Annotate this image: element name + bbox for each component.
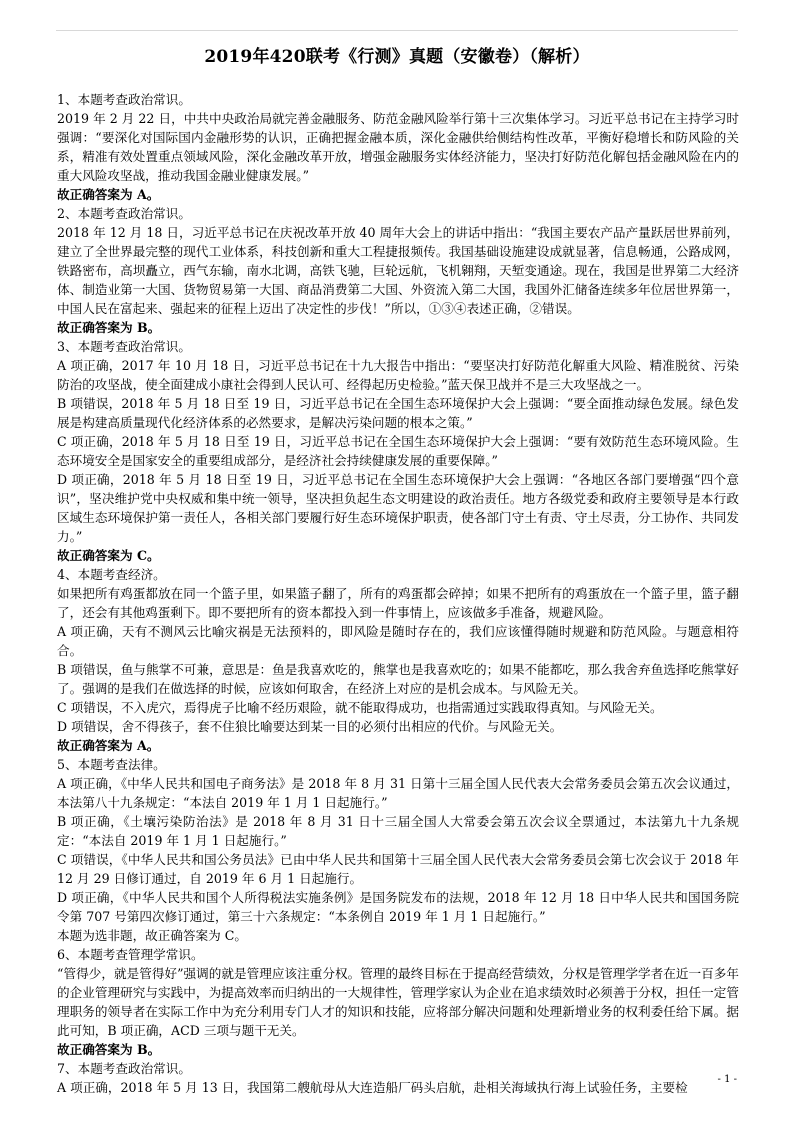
paragraph: 4、本题考查经济。 [57,567,166,582]
paragraph: 如果把所有鸡蛋都放在同一个篮子里，如果篮子翻了，所有的鸡蛋都会碎掉；如果不把所有的鸡蛋放在一个篮子里，篮子翻了，还会有其他鸡蛋剩下。即不要把所有的资本都投入到一件事情上，应该做多手准备，规避风险。 [57,586,739,620]
paragraph: A 项正确，2017 年 10 月 18 日，习近平总书记在十九大报告中指出：“要坚决打好防范化解重大风险、精准脱贫、污染防治的攻坚战，使全面建成小康社会得到人民认可、经得起历史检验。”蓝天保卫战并不是三大攻坚战之一。 [57,358,739,392]
answer-line: 故正确答案为 C。 [57,548,160,563]
paragraph: D 项错误，舍不得孩子，套不住狼比喻要达到某一目的必须付出相应的代价。与风险无关。 [57,719,563,734]
paragraph: 本题为选非题，故正确答案为 C。 [57,928,247,943]
paragraph: 2019 年 2 月 22 日，中共中央政治局就完善金融服务、防范金融风险举行第十三次集体学习。习近平总书记在主持学习时强调：“要深化对国际国内金融形势的认识，正确把握金融本质，深化金融供给侧结构性改革，平衡好稳增长和防风险的关系，精准有效处置重点领域风险，深化金融改革开放，增强金融服务实体经济能力，坚决打好防范化解包括金融风险在内的重大风险攻坚战，推动我国金融业健康发展。” [57,111,739,183]
paragraph: 1、本题考查政治常识。 [57,92,191,107]
paragraph: C 项正确，2018 年 5 月 18 日至 19 日，习近平总书记在全国生态环境保护大会上强调：“要有效防范生态环境风险。生态环境安全是国家安全的重要组成部分，是经济社会持续健康发展的重要保障。” [57,434,739,468]
paragraph: 3、本题考查政治常识。 [57,339,191,354]
paragraph: A 项正确，《中华人民共和国电子商务法》是 2018 年 8 月 31 日第十三届全国人民代表大会常务委员会第五次会议通过，本法第八十九条规定：“本法自 2019 年 1 月 1 日起施行。” [57,776,739,810]
paragraph: C 项错误，《中华人民共和国公务员法》已由中华人民共和国第十三届全国人民代表大会常务委员会第七次会议于 2018 年 12 月 29 日修订通过，自 2019 年 6 月 1 日起施行。 [57,852,739,886]
document-body [57,90,739,1097]
paragraph: 7、本题考查政治常识。 [57,1061,191,1076]
paragraph: 5、本题考查法律。 [57,757,166,772]
paragraph: “管得少，就是管得好”强调的就是管理应该注重分权。管理的最终目标在于提高经营绩效，分权是管理学学者在近一百多年的企业管理研究与实践中，为提高效率而归纳出的一大规律性，管理学家认为企业在追求绩效时必须善于分权，担任一定管理职务的领导者在实际工作中为充分利用专门人才的知识和技能，应将部分解决问题和处理新增业务的权利委任给下属。据此可知，B 项正确，ACD 三项与题干无关。 [57,966,739,1038]
paragraph: A 项正确，天有不测风云比喻灾祸是无法预料的，即风险是随时存在的，我们应该懂得随时规避和防范风险。与题意相符合。 [57,624,739,658]
paragraph: C 项错误，不入虎穴，焉得虎子比喻不经历艰险，就不能取得成功，也指需通过实践取得真知。与风险无关。 [57,700,663,715]
paragraph: D 项正确，2018 年 5 月 18 日至 19 日，习近平总书记在全国生态环境保护大会上强调：“各地区各部门要增强“四个意识”，坚决维护党中央权威和集中统一领导，坚决担负起生态文明建设的政治责任。地方各级党委和政府主要领导是本行政区域生态环境保护第一责任人，各相关部门要履行好生态环境保护职责，使各部门守土有责、守土尽责，分工协作、共同发力。” [57,472,739,544]
answer-line: 故正确答案为 A。 [57,187,160,202]
answer-line: 故正确答案为 A。 [57,738,160,753]
page-number: - 1 - [717,1074,737,1085]
paragraph: B 项错误，鱼与熊掌不可兼，意思是：鱼是我喜欢吃的，熊掌也是我喜欢吃的；如果不能都吃，那么我舍弃鱼选择吃熊掌好了。强调的是我们在做选择的时候，应该如何取舍，在经济上对应的是机会成本。与风险无关。 [57,662,739,696]
paragraph: B 项正确，《土壤污染防治法》是 2018 年 8 月 31 日十三届全国人大常委会第五次会议全票通过，本法第九十九条规定：“本法自 2019 年 1 月 1 日起施行。” [57,814,739,848]
answer-line: 故正确答案为 B。 [57,320,161,335]
paragraph: 6、本题考查管理学常识。 [57,947,204,962]
page-title: 2019年420联考《行测》真题（安徽卷）（解析） [204,47,590,67]
paragraph: B 项错误，2018 年 5 月 18 日至 19 日，习近平总书记在全国生态环境保护大会上强调：“要全面推动绿色发展。绿色发展是构建高质量现代化经济体系的必然要求，是解决污染问题的根本之策。” [57,396,739,430]
paragraph: 2018 年 12 月 18 日，习近平总书记在庆祝改革开放 40 周年大会上的讲话中指出：“我国主要农产品产量跃居世界前列，建立了全世界最完整的现代工业体系，科技创新和重大工程捷报频传。我国基础设施建设成就显著，信息畅通，公路成网，铁路密布，高坝矗立，西气东输，南水北调，高铁飞驰，巨轮远航，飞机翱翔，天堑变通途。现在，我国是世界第二大经济体、制造业第一大国、货物贸易第一大国、商品消费第二大国、外资流入第二大国，我国外汇储备连续多年位居世界第一，中国人民在富起来、强起来的征程上迈出了决定性的步伐！”所以，①③④表述正确，②错误。 [57,225,739,316]
answer-line: 故正确答案为 B。 [57,1042,161,1057]
paragraph: 2、本题考查政治常识。 [57,206,191,221]
header-rule [56,30,738,31]
paragraph: D 项正确，《中华人民共和国个人所得税法实施条例》是国务院发布的法规，2018 年 12 月 18 日中华人民共和国国务院令第 707 号第四次修订通过，第三十六条规定：“本条例自 2019 年 1 月 1 日起施行。” [57,890,739,924]
paragraph: A 项正确，2018 年 5 月 13 日，我国第二艘航母从大连造船厂码头启航，赴相关海域执行海上试验任务，主要检 [57,1080,688,1095]
